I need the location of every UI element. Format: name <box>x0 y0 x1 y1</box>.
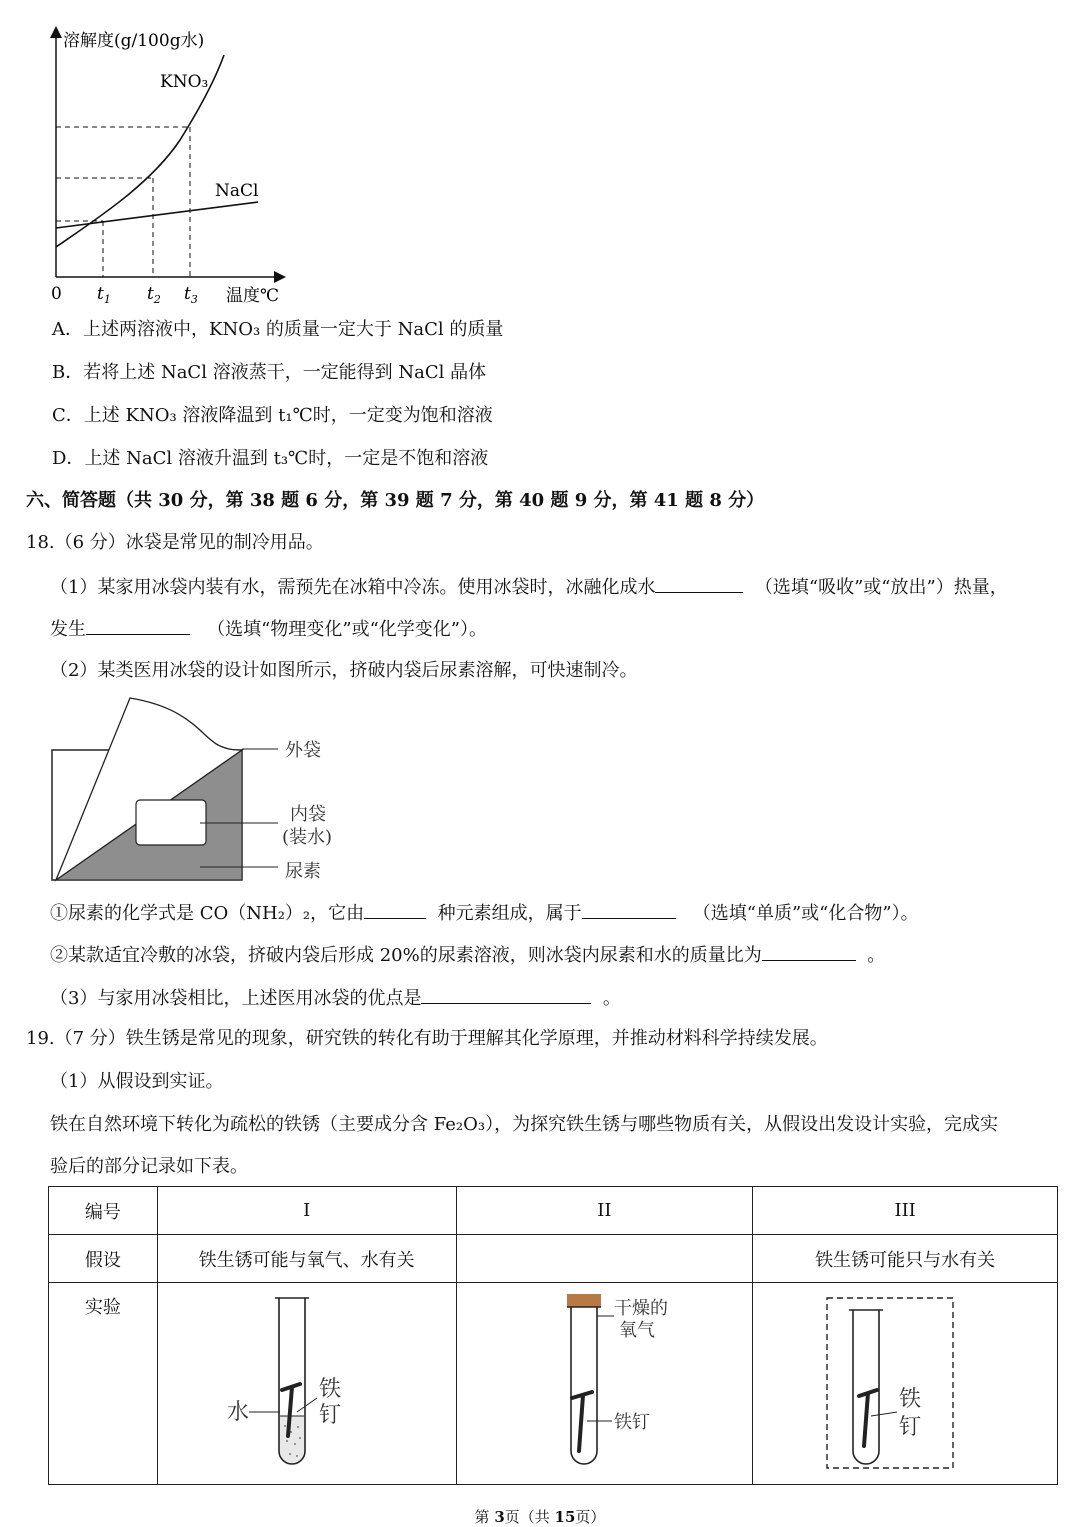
page-total: 15 <box>554 1508 576 1526</box>
option-c: C．上述 KNO₃ 溶液降温到 t₁℃时，一定变为饱和溶液 <box>52 405 493 426</box>
answer-blank-ratio[interactable] <box>762 942 856 961</box>
answer-blank-heat[interactable] <box>655 574 743 593</box>
option-a: A．上述两溶液中，KNO₃ 的质量一定大于 NaCl 的质量 <box>52 319 504 340</box>
hypothesis-iii: 铁生锈可能只与水有关 <box>753 1235 1058 1283</box>
q18-sub2: ②某款适宜冷敷的冰袋，挤破内袋后形成 20%的尿素溶液，则冰袋内尿素和水的质量比为 。 <box>50 942 885 968</box>
origin-label: 0 <box>51 284 62 304</box>
row-label-hypothesis: 假设 <box>49 1235 158 1283</box>
nacl-line <box>56 202 258 228</box>
header-ii: II <box>456 1187 753 1235</box>
q19-para-line2: 验后的部分记录如下表。 <box>50 1156 248 1177</box>
q19-para-line1: 铁在自然环境下转化为疏松的铁锈（主要成分含 Fe₂O₃），为探究铁生锈与哪些物质有关，从假设出发设计实验，完成实 <box>50 1114 999 1135</box>
label-nail-1: 铁 <box>318 1377 341 1402</box>
header-i: I <box>157 1187 456 1235</box>
kno3-label: KNO₃ <box>160 72 209 92</box>
x-axis-label: 温度℃ <box>226 286 280 306</box>
test-tube-water-only <box>825 1286 985 1476</box>
experiment-i <box>157 1283 456 1485</box>
water-fill <box>280 1416 304 1463</box>
inner-bag <box>136 800 206 845</box>
label-oxygen: 氧气 <box>619 1320 656 1341</box>
label-inner-bag: 内袋 <box>290 804 326 825</box>
x-tick-t3: $t_3$ <box>184 284 198 306</box>
label-outer-bag: 外袋 <box>285 740 321 761</box>
hypothesis-i: 铁生锈可能与氧气、水有关 <box>157 1235 456 1283</box>
nail <box>859 1390 877 1446</box>
ice-bag-diagram <box>40 690 350 890</box>
experiment-ii <box>456 1283 753 1485</box>
test-tube-water <box>227 1286 387 1476</box>
answer-blank-change[interactable] <box>86 616 190 635</box>
q18-part2: （2）某类医用冰袋的设计如图所示，挤破内袋后尿素溶解，可快速制冷。 <box>50 660 638 681</box>
solubility-chart <box>0 0 300 310</box>
option-b: B．若将上述 NaCl 溶液蒸干，一定能得到 NaCl 晶体 <box>52 362 487 383</box>
label-urea: 尿素 <box>285 861 321 882</box>
label-dry: 干燥的 <box>614 1298 669 1319</box>
page-number: 3 <box>494 1508 505 1526</box>
experiment-iii <box>753 1283 1058 1485</box>
x-tick-t1: $t_1$ <box>97 284 111 306</box>
x-tick-t2: $t_2$ <box>147 284 161 306</box>
nacl-label: NaCl <box>215 181 259 201</box>
label-inner-water: (装水) <box>282 827 333 848</box>
answer-blank-type[interactable] <box>582 900 676 919</box>
answer-blank-advantage[interactable] <box>421 985 591 1004</box>
experiment-table <box>48 1186 1058 1485</box>
option-d: D．上述 NaCl 溶液升温到 t₃℃时，一定是不饱和溶液 <box>52 448 489 469</box>
q18-part1-line2: 发生 （选填“物理变化”或“化学变化”）。 <box>50 616 487 642</box>
hypothesis-ii[interactable] <box>456 1235 753 1283</box>
answer-blank-elements[interactable] <box>364 900 426 919</box>
q18-sub1: ①尿素的化学式是 CO（NH₂）₂，它由 种元素组成，属于 （选填“单质”或“化合物”）。 <box>50 900 919 926</box>
label-nail: 铁钉 <box>614 1412 651 1433</box>
dashed-enclosure <box>827 1298 953 1468</box>
header-iii: III <box>753 1187 1058 1235</box>
stopper <box>567 1294 601 1307</box>
header-number: 编号 <box>49 1187 158 1235</box>
label-nail-2: 钉 <box>318 1403 341 1428</box>
y-axis-label: 溶解度(g/100g水) <box>63 31 205 51</box>
q18-part3: （3）与家用冰袋相比，上述医用冰袋的优点是 。 <box>50 985 621 1011</box>
page-footer: 第 3页（共 15页） <box>474 1508 606 1526</box>
q18-stem: 18.（6 分）冰袋是常见的制冷用品。 <box>26 532 324 553</box>
label-water: 水 <box>226 1400 249 1425</box>
test-tube-dry-oxygen <box>524 1286 684 1476</box>
q19-stem: 19.（7 分）铁生锈是常见的现象，研究铁的转化有助于理解其化学原理，并推动材料科学持续发展。 <box>26 1028 828 1049</box>
q18-part1-line1: （1）某家用冰袋内装有水，需预先在冰箱中冷冻。使用冰袋时，冰融化成水 （选填“吸收”或“放出”）热量， <box>50 574 1008 600</box>
label-nail-2: 钉 <box>899 1415 922 1440</box>
label-nail-1: 铁 <box>899 1387 922 1412</box>
section-heading: 六、简答题（共 30 分，第 38 题 6 分，第 39 题 7 分，第 40 题 9 分，第 41 题 8 分） <box>26 490 765 511</box>
row-label-experiment: 实验 <box>49 1283 158 1485</box>
q19-part1: （1）从假设到实证。 <box>50 1071 224 1092</box>
